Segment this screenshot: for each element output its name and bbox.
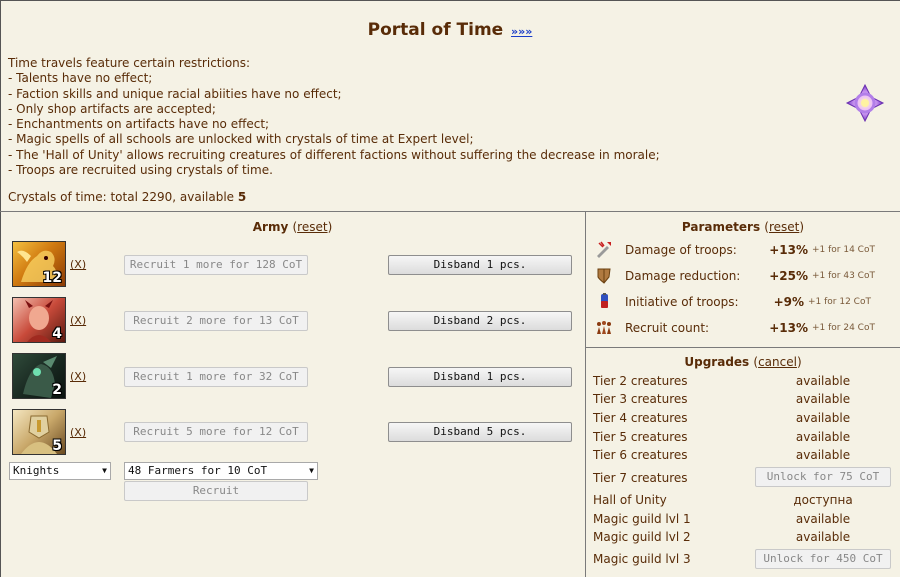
upgrade-label: Tier 7 creatures — [593, 471, 688, 485]
upgrade-label: Magic guild lvl 2 — [593, 530, 691, 544]
upgrade-label: Magic guild lvl 1 — [593, 512, 691, 526]
param-note[interactable]: +1 for 14 CoT — [812, 245, 875, 255]
upgrade-label: Tier 2 creatures — [593, 374, 688, 388]
param-label: Recruit count: — [625, 321, 710, 335]
rule-item: - Troops are recruited using crystals of time. — [8, 163, 273, 178]
remove-unit-link[interactable]: (X) — [70, 370, 87, 383]
unit-count: 2 — [52, 382, 62, 398]
rule-item: - The 'Hall of Unity' allows recruiting creatures of different factions without suffering the decrease in morale; — [8, 147, 660, 162]
unit-count: 12 — [42, 270, 62, 286]
more-link[interactable]: »»» — [511, 25, 533, 38]
unit-portrait-dark-warrior[interactable] — [12, 353, 66, 399]
sword-damage-icon — [595, 240, 613, 258]
upgrade-label: Tier 6 creatures — [593, 448, 688, 462]
recruit-count-icon — [595, 318, 613, 336]
upgrades-title: Upgrades (cancel) — [684, 355, 802, 369]
param-label: Damage reduction: — [625, 269, 741, 283]
param-note[interactable]: +1 for 24 CoT — [812, 323, 875, 333]
rule-item: - Enchantments on artifacts have no effect; — [8, 117, 270, 132]
upgrade-label: Magic guild lvl 3 — [593, 552, 691, 566]
portal-crystal-icon — [845, 83, 885, 123]
faction-select[interactable] — [9, 462, 111, 480]
recruit-more-button[interactable]: Recruit 1 more for 32 CoT — [124, 367, 308, 387]
recruit-button[interactable]: Recruit — [124, 481, 308, 501]
army-title: Army (reset) — [252, 220, 333, 234]
rule-item: - Only shop artifacts are accepted; — [8, 101, 216, 116]
unit-portrait-griffin[interactable] — [12, 241, 66, 287]
recruit-more-button[interactable]: Recruit 1 more for 128 CoT — [124, 255, 308, 275]
upgrade-status: available — [795, 374, 851, 388]
upgrade-label: Hall of Unity — [593, 493, 667, 507]
divider — [585, 211, 586, 577]
recruit-more-button[interactable]: Recruit 2 more for 13 CoT — [124, 311, 308, 331]
upgrade-status: available — [795, 512, 851, 526]
creature-select-value: 48 Farmers for 10 CoT — [128, 464, 268, 477]
upgrade-status: доступна — [793, 493, 853, 507]
param-note[interactable]: +1 for 12 CoT — [808, 297, 871, 307]
upgrade-label: Tier 5 creatures — [593, 430, 688, 444]
rule-item: - Magic spells of all schools are unlocked with crystals of time at Expert level; — [8, 132, 474, 147]
disband-button[interactable]: Disband 1 pcs. — [388, 367, 572, 387]
faction-select-value: Knights — [13, 464, 60, 477]
param-value: +13% — [769, 243, 808, 257]
shield-reduction-icon — [595, 266, 613, 284]
page-title: Portal of Time — [367, 20, 504, 40]
divider — [586, 347, 900, 348]
param-label: Initiative of troops: — [625, 295, 739, 309]
army-title-text: Army — [252, 220, 289, 234]
crystals-available: 5 — [237, 190, 247, 204]
param-value: +9% — [773, 295, 804, 309]
param-value: +13% — [769, 321, 808, 335]
param-label: Damage of troops: — [625, 243, 737, 257]
remove-unit-link[interactable]: (X) — [70, 426, 87, 439]
unit-count: 4 — [52, 326, 62, 342]
title-row — [0, 20, 900, 40]
rules-intro: Time travels feature certain restrictions: — [8, 56, 251, 70]
unlock-tier7-button[interactable]: Unlock for 75 CoT — [755, 467, 891, 487]
disband-button[interactable]: Disband 1 pcs. — [388, 255, 572, 275]
chevron-down-icon: ▼ — [102, 466, 107, 475]
upgrade-label: Tier 3 creatures — [593, 392, 688, 406]
remove-unit-link[interactable]: (X) — [70, 258, 87, 271]
unit-count: 5 — [52, 438, 62, 454]
upgrade-status: available — [795, 392, 851, 406]
creature-select[interactable] — [124, 462, 318, 480]
army-reset-link[interactable]: reset — [297, 220, 328, 234]
rule-item: - Talents have no effect; — [8, 71, 153, 86]
upgrade-status: available — [795, 411, 851, 425]
chevron-down-icon: ▼ — [309, 466, 314, 475]
rules-text — [8, 56, 660, 178]
divider — [0, 211, 900, 212]
upgrade-label: Tier 4 creatures — [593, 411, 688, 425]
upgrades-cancel-link[interactable]: cancel — [758, 355, 797, 369]
unit-portrait-paladin[interactable] — [12, 409, 66, 455]
parameters-title: Parameters (reset) — [681, 220, 805, 234]
upgrade-status: available — [795, 530, 851, 544]
recruit-more-button[interactable]: Recruit 5 more for 12 CoT — [124, 422, 308, 442]
param-value: +25% — [769, 269, 808, 283]
initiative-icon — [595, 292, 613, 310]
parameters-reset-link[interactable]: reset — [768, 220, 800, 234]
upgrades-title-text: Upgrades — [684, 355, 750, 369]
remove-unit-link[interactable]: (X) — [70, 314, 87, 327]
upgrade-status: available — [795, 430, 851, 444]
unit-portrait-succubus[interactable] — [12, 297, 66, 343]
disband-button[interactable]: Disband 2 pcs. — [388, 311, 572, 331]
rule-item: - Faction skills and unique racial abiities have no effect; — [8, 86, 342, 101]
unlock-magic-guild-3-button[interactable]: Unlock for 450 CoT — [755, 549, 891, 569]
upgrade-status: available — [795, 448, 851, 462]
parameters-title-text: Parameters — [681, 220, 761, 234]
param-note[interactable]: +1 for 43 CoT — [812, 271, 875, 281]
crystals-text: Crystals of time: total 2290, available — [8, 190, 238, 204]
disband-button[interactable]: Disband 5 pcs. — [388, 422, 572, 442]
crystals-summary — [8, 190, 246, 204]
